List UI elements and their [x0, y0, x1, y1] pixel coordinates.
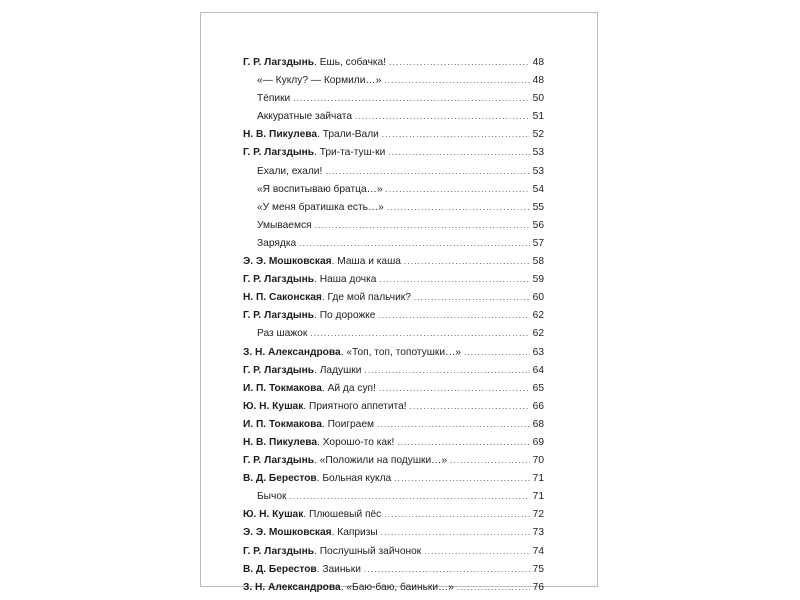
- dot-leader: [381, 524, 530, 542]
- toc-title: «— Куклу? — Кормили…»: [257, 75, 382, 87]
- toc-entry: [243, 235, 544, 253]
- toc-page-number: 48: [532, 75, 544, 87]
- toc-entry: [243, 470, 544, 488]
- toc-page-number: 75: [532, 563, 544, 575]
- toc-entry-label: И. П. Токмакова. Поиграем: [243, 418, 374, 430]
- toc-page-number: 53: [532, 165, 544, 177]
- toc-page-number: 56: [532, 219, 544, 231]
- toc-entry-label: Г. Р. Лагздынь. Ладушки: [243, 364, 362, 376]
- toc-entry: [243, 271, 544, 289]
- toc-page-number: 69: [532, 436, 544, 448]
- toc-title: Поиграем: [327, 418, 374, 430]
- toc-entry-label: З. Н. Александрова. «Баю-баю, баиньки…»: [243, 581, 454, 593]
- toc-entry-label: [257, 217, 312, 235]
- toc-entry: [243, 217, 544, 235]
- toc-page-number: 62: [532, 328, 544, 340]
- toc-page-number: 76: [532, 581, 544, 593]
- toc-author: Г. Р. Лагздынь: [243, 545, 315, 557]
- toc-title: «Я воспитываю братца…»: [257, 183, 383, 195]
- toc-entry-label: [257, 90, 290, 108]
- toc-entry-label: Э. Э. Мошковская. Маша и каша: [243, 256, 401, 268]
- toc-entry: [243, 72, 544, 90]
- toc-author: В. Д. Берестов: [243, 563, 317, 575]
- toc-title: Где мой пальчик?: [327, 292, 411, 304]
- toc-entry-label: [257, 72, 381, 90]
- toc-page-number: 50: [532, 93, 544, 105]
- toc-entry: [243, 362, 544, 380]
- dot-leader: [364, 362, 530, 380]
- toc-entry-label: Г. Р. Лагздынь. Послушный зайчонок: [243, 545, 422, 557]
- dot-leader: [384, 72, 530, 90]
- toc-entry-label: [257, 108, 352, 126]
- toc-page-number: 53: [532, 147, 544, 159]
- dot-leader: [382, 126, 530, 144]
- dot-leader: [386, 181, 530, 199]
- toc-author: Г. Р. Лагздынь: [243, 310, 315, 322]
- toc-title: По дорожке: [319, 310, 376, 322]
- toc-page-number: 51: [532, 111, 544, 123]
- toc-title: Больная кукла: [322, 473, 392, 485]
- toc-author: Г. Р. Лагздынь: [243, 364, 315, 376]
- toc-page-number: 68: [532, 418, 544, 430]
- toc-entry: [243, 90, 544, 108]
- toc-entry: [243, 108, 544, 126]
- toc-entry-label: В. Д. Берестов. Больная кукла: [243, 473, 392, 485]
- toc-title: Аккуратные зайчата: [257, 111, 353, 123]
- toc-title: Заиньки: [322, 563, 361, 575]
- toc-entry: [243, 416, 544, 434]
- dot-leader: [355, 108, 530, 126]
- toc-entry-label: Н. В. Пикулева. Трали-Вали: [243, 129, 379, 141]
- toc-entry-label: Н. В. Пикулева. Хорошо-то как!: [243, 436, 395, 448]
- toc-page-number: 59: [532, 274, 544, 286]
- toc-page-number: 52: [532, 129, 544, 141]
- toc-title: Зарядка: [257, 237, 297, 249]
- toc-entry: [243, 181, 544, 199]
- toc-entry: [243, 506, 544, 524]
- toc-entry-label: Ю. Н. Кушак. Плюшевый пёс: [243, 509, 382, 521]
- dot-leader: [293, 90, 530, 108]
- toc-entry-label: [257, 235, 296, 253]
- dot-leader: [389, 54, 530, 72]
- toc-page-number: 70: [532, 455, 544, 467]
- toc-entry: [243, 561, 544, 579]
- toc-title: Хорошо-то как!: [322, 436, 395, 448]
- toc-entry-label: [257, 199, 384, 217]
- toc-page-number: 58: [532, 256, 544, 268]
- toc-entry: [243, 325, 544, 343]
- toc-author: З. Н. Александрова: [243, 346, 341, 358]
- toc-author: Г. Р. Лагздынь: [243, 274, 315, 286]
- dot-leader: [410, 398, 530, 416]
- dot-leader: [315, 217, 530, 235]
- toc-entry-label: Г. Р. Лагздынь. Ешь, собачка!: [243, 57, 387, 68]
- toc-author: Э. Э. Мошковская: [243, 527, 332, 539]
- toc-author: И. П. Токмакова: [243, 418, 322, 430]
- toc-page-number: 54: [532, 183, 544, 195]
- dot-leader: [388, 144, 530, 162]
- dot-leader: [299, 235, 530, 253]
- toc-entry: [243, 54, 544, 72]
- toc-entry-label: Э. Э. Мошковская. Капризы: [243, 527, 378, 539]
- toc-title: Тёпики: [257, 93, 291, 105]
- toc-entry: [243, 199, 544, 217]
- toc-title: Послушный зайчонок: [319, 545, 422, 557]
- toc-entry-label: Г. Р. Лагздынь. По дорожке: [243, 310, 376, 322]
- dot-leader: [414, 289, 530, 307]
- dot-leader: [379, 271, 530, 289]
- dot-leader: [379, 380, 530, 398]
- toc-author: Ю. Н. Кушак: [243, 509, 304, 521]
- toc-author: Н. В. Пикулева: [243, 129, 318, 141]
- toc-author: З. Н. Александрова: [243, 581, 341, 593]
- toc-title: Три-та-туш-ки: [319, 147, 386, 159]
- toc-page-number: 63: [532, 346, 544, 358]
- toc-entry: [243, 488, 544, 506]
- toc-title: «Баю-баю, баиньки…»: [346, 581, 454, 593]
- dot-leader: [384, 506, 530, 524]
- toc-entry: [243, 524, 544, 542]
- toc-title: «Топ, топ, топотушки…»: [346, 346, 461, 358]
- toc-page-number: 74: [532, 545, 544, 557]
- toc-entry: [243, 452, 544, 470]
- toc-entry-label: [257, 163, 322, 181]
- toc-page-number: 57: [532, 237, 544, 249]
- toc-author: Г. Р. Лагздынь: [243, 147, 315, 159]
- dot-leader: [364, 561, 530, 579]
- toc-entry: [243, 126, 544, 144]
- dot-leader: [377, 416, 530, 434]
- dot-leader: [310, 325, 530, 343]
- toc-author: В. Д. Берестов: [243, 473, 317, 485]
- toc-entry: [243, 398, 544, 416]
- dot-leader: [289, 488, 530, 506]
- dot-leader: [325, 163, 530, 181]
- toc-title: Приятного аппетита!: [309, 400, 407, 412]
- toc-entry-label: Г. Р. Лагздынь. «Положили на подушки…»: [243, 455, 448, 467]
- toc-entry-label: Ю. Н. Кушак. Приятного аппетита!: [243, 400, 407, 412]
- toc-title: Плюшевый пёс: [309, 509, 382, 521]
- toc-author: Н. В. Пикулева: [243, 436, 318, 448]
- toc-title: «У меня братишка есть…»: [257, 201, 384, 213]
- toc-entry: [243, 543, 544, 561]
- toc-entry-label: [257, 325, 307, 343]
- toc-entry: [243, 144, 544, 162]
- toc-title: Раз шажок: [257, 328, 308, 340]
- dot-leader: [394, 470, 530, 488]
- toc-title: Наша дочка: [319, 274, 377, 286]
- toc-title: Капризы: [337, 527, 378, 539]
- toc-entry-label: Г. Р. Лагздынь. Три-та-туш-ки: [243, 147, 386, 159]
- toc-entry: [243, 289, 544, 307]
- toc-entry: [243, 307, 544, 325]
- dot-leader: [404, 253, 530, 271]
- dot-leader: [457, 579, 530, 597]
- toc-entry-label: В. Д. Берестов. Заиньки: [243, 563, 361, 575]
- toc-title: Трали-Вали: [322, 129, 379, 141]
- toc-entry: [243, 434, 544, 452]
- toc-page-number: 71: [532, 491, 544, 503]
- toc-author: Ю. Н. Кушак: [243, 400, 304, 412]
- dot-leader: [397, 434, 530, 452]
- toc-entry-label: З. Н. Александрова. «Топ, топ, топотушки…»: [243, 346, 461, 358]
- toc-author: Г. Р. Лагздынь: [243, 455, 315, 467]
- toc-page-number: 60: [532, 292, 544, 304]
- toc-entry: [243, 380, 544, 398]
- toc-page-number: 48: [532, 57, 544, 68]
- toc-page-number: 73: [532, 527, 544, 539]
- toc-entry: [243, 579, 544, 597]
- toc-author: Г. Р. Лагздынь: [243, 57, 315, 68]
- toc-title: Ладушки: [319, 364, 362, 376]
- table-of-contents: [243, 54, 544, 597]
- toc-page-number: 62: [532, 310, 544, 322]
- toc-title: Маша и каша: [337, 256, 401, 268]
- toc-author: И. П. Токмакова: [243, 382, 322, 394]
- toc-title: Бычок: [257, 491, 287, 503]
- toc-title: Ешь, собачка!: [319, 57, 387, 68]
- toc-entry: [243, 163, 544, 181]
- toc-entry-label: Н. П. Саконская. Где мой пальчик?: [243, 292, 411, 304]
- toc-page-number: 71: [532, 473, 544, 485]
- dot-leader: [464, 344, 530, 362]
- book-page: [200, 12, 598, 593]
- toc-page-number: 65: [532, 382, 544, 394]
- toc-title: «Положили на подушки…»: [319, 455, 448, 467]
- dot-leader: [424, 543, 530, 561]
- toc-title: Ай да суп!: [327, 382, 376, 394]
- toc-entry-label: [257, 181, 383, 199]
- toc-entry-label: И. П. Токмакова. Ай да суп!: [243, 382, 376, 394]
- dot-leader: [450, 452, 530, 470]
- toc-page-number: 55: [532, 201, 544, 213]
- dot-leader: [387, 199, 530, 217]
- toc-author: Н. П. Саконская: [243, 292, 322, 304]
- toc-entry: [243, 253, 544, 271]
- toc-page-number: 72: [532, 509, 544, 521]
- dot-leader: [378, 307, 530, 325]
- toc-page-number: 66: [532, 400, 544, 412]
- toc-entry-label: [257, 488, 286, 506]
- toc-page-number: 64: [532, 364, 544, 376]
- toc-entry: [243, 344, 544, 362]
- toc-entry-label: Г. Р. Лагздынь. Наша дочка: [243, 274, 377, 286]
- toc-author: Э. Э. Мошковская: [243, 256, 332, 268]
- toc-title: Ехали, ехали!: [257, 165, 323, 177]
- toc-title: Умываемся: [257, 219, 312, 231]
